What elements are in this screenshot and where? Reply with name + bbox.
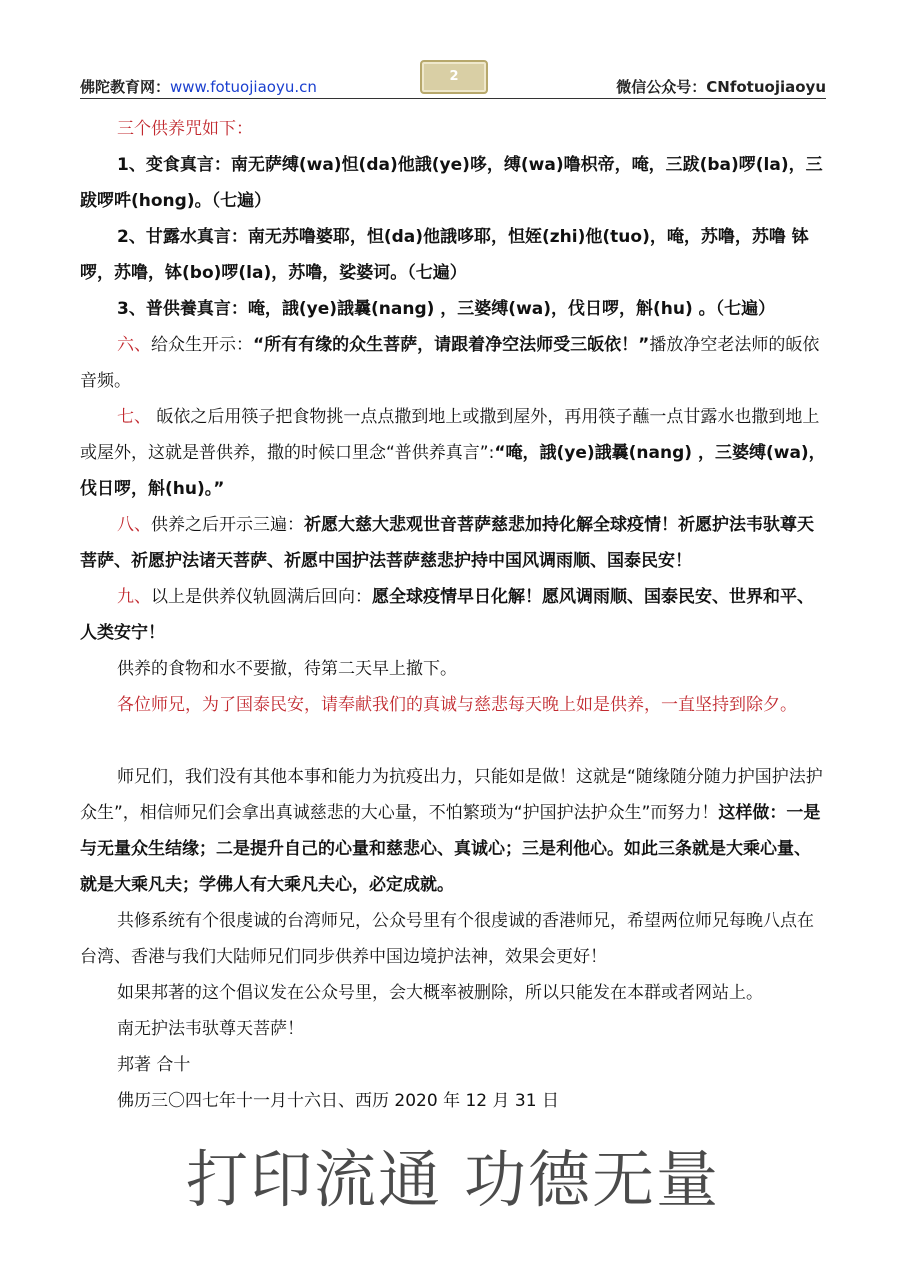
date-line: 佛历三〇四七年十一月十六日、西历 2020 年 12 月 31 日 (117, 1091, 559, 1111)
step-7-text: 皈依之后用筷子把食物挑一点点撒到地上或撒到屋外，再用筷子蘸一点甘露水也撒到地上或屋外，这就是普供养，撒的时候口里念“普供养真言”: (80, 407, 820, 463)
signature: 邦著 合十 (117, 1055, 191, 1075)
site-url-link[interactable]: www.fotuojiaoyu.cn (170, 78, 317, 96)
mantra-2 (80, 219, 826, 291)
note: 供养的食物和水不要撤，待第二天早上撤下。 (117, 659, 457, 679)
mantra-2-title: 2、甘露水真言： (117, 227, 248, 247)
step-6-tail: 播放净空老法师的皈依音频。 (80, 335, 820, 391)
homage: 南无护法韦驮尊天菩萨！ (117, 1019, 304, 1039)
slogan-merit: 功德无量 (464, 1143, 721, 1216)
page-number-badge: 2 (420, 60, 488, 94)
paragraph-1-emphasis: 这样做：一是与无量众生结缘；二是提升自己的心量和慈悲心、真诚心；三是利他心。如此三条就是大乘心量、就是大乘凡夫；学佛人有大乘凡夫心，必定成就。 (80, 803, 821, 895)
wechat-info (616, 76, 826, 97)
step-8 (80, 507, 826, 579)
step-9-number: 九、 (117, 587, 151, 607)
step-9-dedication: 愿全球疫情早日化解！愿风调雨顺、国泰民安、世界和平、人类安宁！ (80, 587, 814, 643)
mantra-3-text: 唵，誐(ye)誐曩(nang) ，三婆缚(wa)，伐日啰，斛(hu) 。（七遍） (247, 299, 776, 319)
site-label: 佛陀教育网： (80, 78, 171, 96)
paragraph-2: 共修系统有个很虔诚的台湾师兄，公众号里有个很虔诚的香港师兄，希望两位师兄每晚八点在台湾、香港与我们大陆师兄们同步供养中国边境护法神，效果会更好！ (80, 911, 814, 967)
site-info (80, 76, 317, 97)
step-6-lead: 给众生开示： (151, 335, 253, 355)
mantra-intro: 三个供养咒如下： (117, 119, 253, 139)
step-8-lead: 供养之后开示三遍： (151, 515, 304, 535)
wechat-id: CNfotuojiaoyu (706, 78, 826, 96)
slogan-print: 打印流通 (185, 1143, 442, 1216)
step-6-number: 六、 (117, 335, 151, 355)
mantra-1-text: 南无萨缚(wa)怛(da)他誐(ye)哆，缚(wa)噜枳帝，唵，三跋(ba)啰(la)，三跋啰吽(hong)。（七遍） (80, 155, 823, 211)
footer-slogan (0, 1130, 906, 1219)
page-header (80, 60, 826, 98)
mantra-3 (80, 291, 826, 327)
paragraph-gap (80, 723, 826, 759)
step-7-number: 七、 (117, 407, 151, 427)
step-6-quote: “所有有缘的众生菩萨，请跟着净空法师受三皈依！” (253, 335, 650, 355)
paragraph-1-text: 师兄们，我们没有其他本事和能力为抗疫出力，只能如是做！这就是“随缘随分随力护国护法护众生”，相信师兄们会拿出真诚慈悲的大心量，不怕繁琐为“护国护法护众生”而努力！ (80, 767, 823, 823)
step-8-prayer: 祈愿大慈大悲观世音菩萨慈悲加持化解全球疫情！祈愿护法韦驮尊天菩萨、祈愿护法诸天菩萨、祈愿中国护法菩萨慈悲护持中国风调雨顺、国泰民安！ (80, 515, 814, 571)
step-8-number: 八、 (117, 515, 151, 535)
mantra-1 (80, 147, 826, 219)
mantra-1-title: 1、变食真言： (117, 155, 231, 175)
step-7 (80, 399, 826, 507)
mantra-3-title: 3、普供養真言： (117, 299, 248, 319)
document-body (80, 111, 826, 1119)
step-9-lead: 以上是供养仪轨圆满后回向： (151, 587, 372, 607)
wechat-label: 微信公众号： (616, 78, 707, 96)
paragraph-3: 如果邦著的这个倡议发在公众号里，会大概率被删除，所以只能发在本群或者网站上。 (117, 983, 763, 1003)
step-6 (80, 327, 826, 399)
paragraph-1 (80, 759, 826, 903)
step-9 (80, 579, 826, 651)
mantra-2-text: 南无苏噜婆耶，怛(da)他誐哆耶，怛姪(zhi)他(tuo)，唵，苏噜，苏噜 钵啰，苏噜，钵(bo)啰(la)，苏噜，娑婆诃。（七遍） (80, 227, 809, 283)
step-7-mantra: “唵，誐(ye)誐曩(nang) ，三婆缚(wa)，伐日啰，斛(hu)。” (80, 443, 826, 499)
appeal: 各位师兄，为了国泰民安，请奉献我们的真诚与慈悲每天晚上如是供养，一直坚持到除夕。 (117, 695, 797, 715)
header-divider (80, 98, 826, 99)
